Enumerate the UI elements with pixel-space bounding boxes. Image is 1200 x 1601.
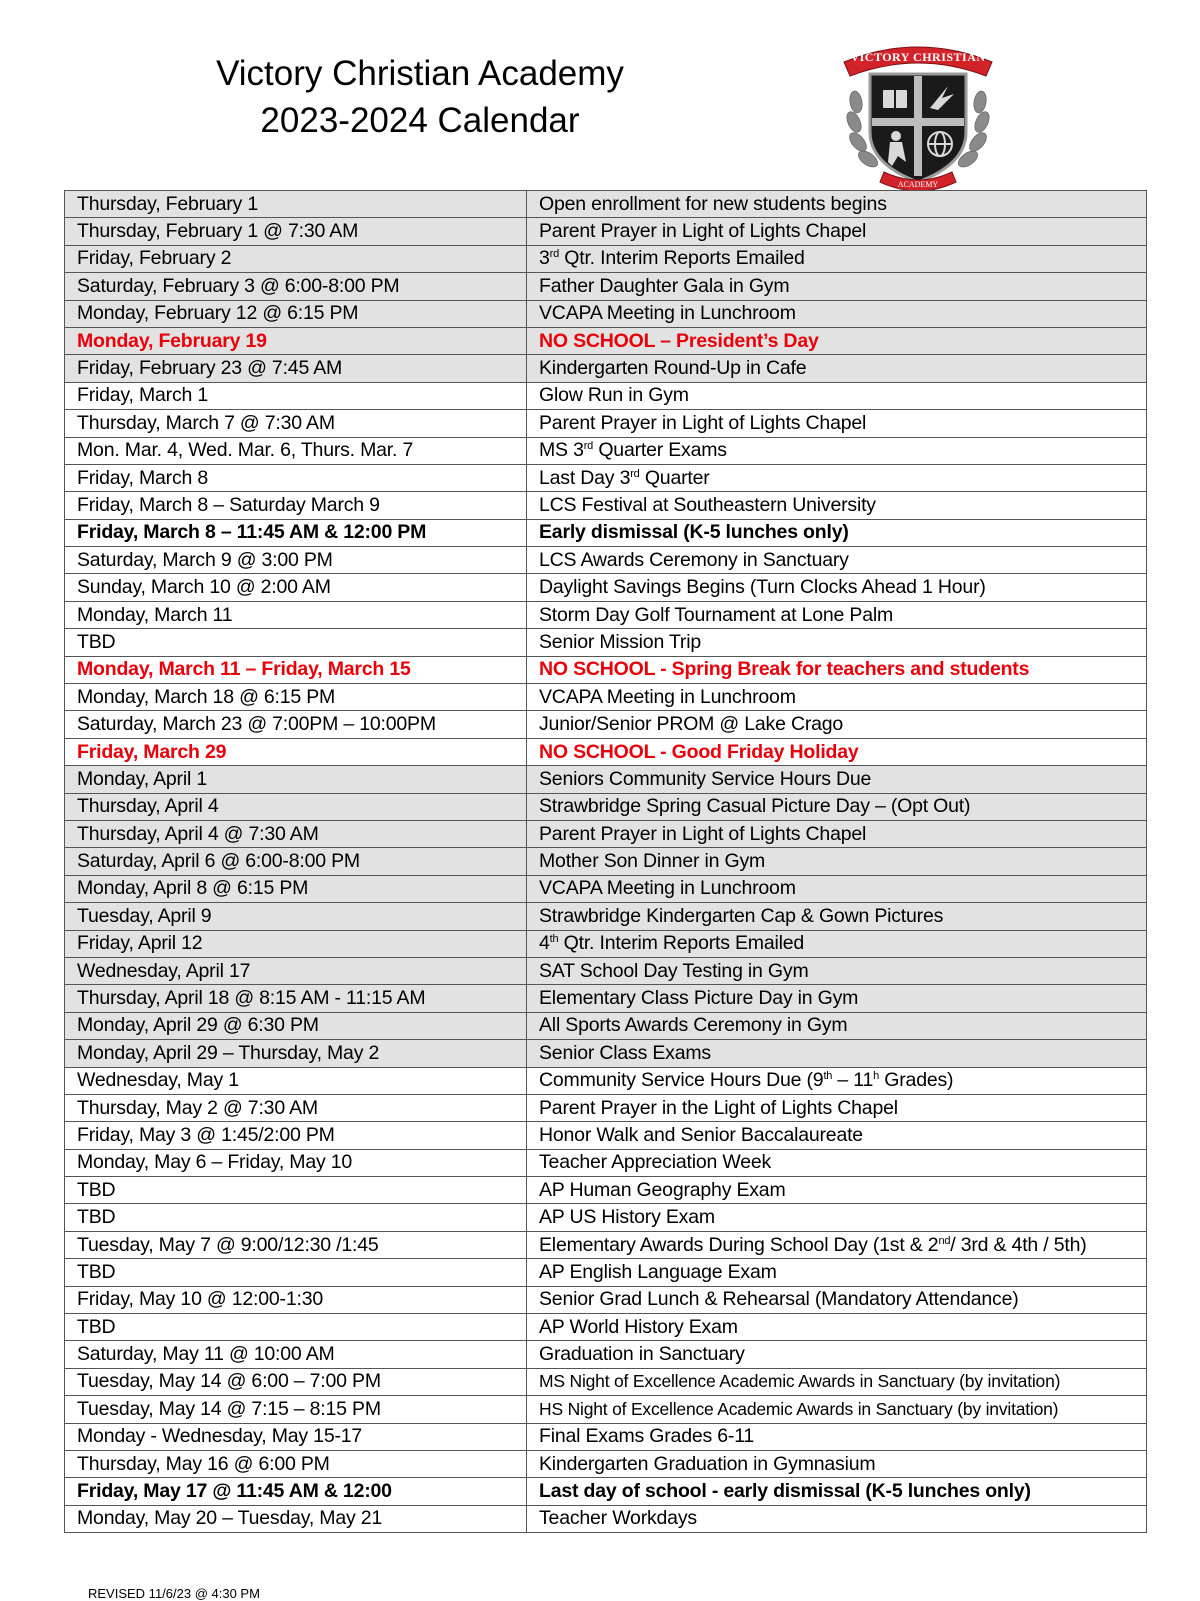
event-date-cell: Friday, March 1 bbox=[65, 382, 527, 409]
calendar-row bbox=[65, 519, 1147, 546]
event-text: Daylight Savings Begins (Turn Clocks Ahead 1 Hour) bbox=[539, 576, 986, 599]
event-description-cell bbox=[527, 492, 1147, 519]
event-description-cell bbox=[527, 875, 1147, 902]
event-description-cell bbox=[527, 656, 1147, 683]
event-text: VCAPA Meeting in Lunchroom bbox=[539, 302, 796, 325]
calendar-row bbox=[65, 191, 1147, 218]
event-description-cell bbox=[527, 1286, 1147, 1313]
calendar-row bbox=[65, 875, 1147, 902]
calendar-row bbox=[65, 1396, 1147, 1423]
event-date-cell: Monday, May 20 – Tuesday, May 21 bbox=[65, 1505, 527, 1532]
event-text: Strawbridge Spring Casual Picture Day – (Opt Out) bbox=[539, 795, 971, 818]
calendar-row bbox=[65, 464, 1147, 491]
event-text: Senior Grad Lunch & Rehearsal (Mandatory Attendance) bbox=[539, 1288, 1019, 1311]
ordinal-suffix: rd bbox=[549, 248, 560, 261]
bible-icon bbox=[883, 90, 907, 108]
event-date-cell: Thursday, May 16 @ 6:00 PM bbox=[65, 1450, 527, 1477]
calendar-row bbox=[65, 218, 1147, 245]
event-text: Elementary Awards During School Day (1st & 2 bbox=[539, 1233, 939, 1256]
event-date-cell: Friday, February 2 bbox=[65, 245, 527, 272]
event-date-cell: Thursday, April 4 bbox=[65, 793, 527, 820]
event-description-cell bbox=[527, 1231, 1147, 1258]
calendar-row bbox=[65, 300, 1147, 327]
event-date-cell: Monday, March 18 @ 6:15 PM bbox=[65, 684, 527, 711]
event-text: HS Night of Excellence Academic Awards in Sanctuary (by invitation) bbox=[539, 1398, 1059, 1419]
event-date-cell: Monday, February 12 @ 6:15 PM bbox=[65, 300, 527, 327]
event-description-cell bbox=[527, 957, 1147, 984]
calendar-row bbox=[65, 327, 1147, 354]
event-text: Quarter bbox=[639, 466, 710, 489]
event-description-cell bbox=[527, 1314, 1147, 1341]
event-date-cell: Friday, February 23 @ 7:45 AM bbox=[65, 355, 527, 382]
event-text: MS 3 bbox=[539, 439, 584, 462]
event-date-cell: TBD bbox=[65, 1259, 527, 1286]
event-description-cell bbox=[527, 1396, 1147, 1423]
event-text: Honor Walk and Senior Baccalaureate bbox=[539, 1123, 863, 1146]
event-text: AP Human Geography Exam bbox=[539, 1178, 786, 1201]
event-text: Teacher Appreciation Week bbox=[539, 1151, 772, 1174]
event-text: Community Service Hours Due (9 bbox=[539, 1069, 824, 1092]
ordinal-suffix: th bbox=[549, 933, 559, 946]
event-text: Senior Class Exams bbox=[539, 1041, 711, 1064]
event-description-cell bbox=[527, 848, 1147, 875]
event-description-cell bbox=[527, 574, 1147, 601]
event-text: NO SCHOOL - Good Friday Holiday bbox=[539, 740, 859, 763]
event-text: Parent Prayer in Light of Lights Chapel bbox=[539, 822, 867, 845]
event-description-cell bbox=[527, 1478, 1147, 1505]
event-text: / 3rd & 4th / 5th) bbox=[950, 1233, 1087, 1256]
calendar-row bbox=[65, 1094, 1147, 1121]
event-description-cell bbox=[527, 711, 1147, 738]
calendar-row bbox=[65, 1423, 1147, 1450]
event-text: Mother Son Dinner in Gym bbox=[539, 850, 766, 873]
calendar-row bbox=[65, 738, 1147, 765]
ordinal-suffix: h bbox=[873, 1070, 880, 1083]
event-date-cell: Monday, April 1 bbox=[65, 766, 527, 793]
event-text: Grades) bbox=[879, 1069, 954, 1092]
calendar-row bbox=[65, 820, 1147, 847]
event-description-cell bbox=[527, 820, 1147, 847]
event-description-cell bbox=[527, 930, 1147, 957]
calendar-row bbox=[65, 656, 1147, 683]
calendar-row bbox=[65, 382, 1147, 409]
event-date-cell: Friday, March 8 bbox=[65, 464, 527, 491]
calendar-row bbox=[65, 1122, 1147, 1149]
calendar-row bbox=[65, 1040, 1147, 1067]
event-date-cell: Tuesday, May 7 @ 9:00/12:30 /1:45 bbox=[65, 1231, 527, 1258]
event-description-cell bbox=[527, 547, 1147, 574]
calendar-row bbox=[65, 1450, 1147, 1477]
event-date-cell: Thursday, March 7 @ 7:30 AM bbox=[65, 410, 527, 437]
calendar-row bbox=[65, 1368, 1147, 1395]
calendar-row bbox=[65, 1177, 1147, 1204]
event-date-cell: Thursday, February 1 bbox=[65, 191, 527, 218]
banner-top-text: VICTORY CHRISTIAN bbox=[850, 50, 986, 64]
event-description-cell bbox=[527, 1012, 1147, 1039]
event-text: Early dismissal (K-5 lunches only) bbox=[539, 521, 849, 544]
event-description-cell bbox=[527, 245, 1147, 272]
ordinal-suffix: rd bbox=[630, 467, 640, 480]
event-description-cell bbox=[527, 629, 1147, 656]
calendar-row bbox=[65, 492, 1147, 519]
event-text: Last day of school - early dismissal (K-5 lunches only) bbox=[539, 1480, 1031, 1503]
event-text: Strawbridge Kindergarten Cap & Gown Pictures bbox=[539, 904, 944, 927]
event-date-cell: Tuesday, May 14 @ 6:00 – 7:00 PM bbox=[65, 1368, 527, 1395]
event-description-cell bbox=[527, 355, 1147, 382]
event-description-cell bbox=[527, 1423, 1147, 1450]
calendar-row bbox=[65, 574, 1147, 601]
event-text: Junior/Senior PROM @ Lake Crago bbox=[539, 713, 844, 736]
event-text: Seniors Community Service Hours Due bbox=[539, 767, 872, 790]
calendar-row bbox=[65, 601, 1147, 628]
event-description-cell bbox=[527, 191, 1147, 218]
academy-crest-logo bbox=[838, 32, 998, 192]
event-text: Qtr. Interim Reports Emailed bbox=[559, 247, 805, 270]
event-text: – 11 bbox=[832, 1069, 874, 1092]
event-date-cell: Saturday, April 6 @ 6:00-8:00 PM bbox=[65, 848, 527, 875]
event-description-cell bbox=[527, 738, 1147, 765]
calendar-row bbox=[65, 1286, 1147, 1313]
calendar-year-title: 2023-2024 Calendar bbox=[260, 101, 580, 140]
event-text: NO SCHOOL - Spring Break for teachers and students bbox=[539, 658, 1030, 681]
event-date-cell: Monday, April 29 – Thursday, May 2 bbox=[65, 1040, 527, 1067]
event-description-cell bbox=[527, 793, 1147, 820]
event-description-cell bbox=[527, 327, 1147, 354]
event-text: Last Day 3 bbox=[539, 466, 631, 489]
calendar-row bbox=[65, 903, 1147, 930]
event-date-cell: TBD bbox=[65, 1314, 527, 1341]
event-date-cell: Friday, March 8 – 11:45 AM & 12:00 PM bbox=[65, 519, 527, 546]
event-date-cell: Mon. Mar. 4, Wed. Mar. 6, Thurs. Mar. 7 bbox=[65, 437, 527, 464]
calendar-row bbox=[65, 629, 1147, 656]
calendar-row bbox=[65, 711, 1147, 738]
event-text: Parent Prayer in the Light of Lights Chapel bbox=[539, 1096, 898, 1119]
calendar-row bbox=[65, 684, 1147, 711]
event-date-cell: Wednesday, May 1 bbox=[65, 1067, 527, 1094]
calendar-row bbox=[65, 547, 1147, 574]
event-text: Parent Prayer in Light of Lights Chapel bbox=[539, 411, 867, 434]
school-name: Victory Christian Academy bbox=[216, 54, 624, 93]
event-date-cell: Wednesday, April 17 bbox=[65, 957, 527, 984]
event-text: 4 bbox=[539, 932, 550, 955]
event-description-cell bbox=[527, 410, 1147, 437]
ordinal-suffix: rd bbox=[583, 440, 594, 453]
event-text: Glow Run in Gym bbox=[539, 384, 689, 407]
event-description-cell bbox=[527, 766, 1147, 793]
calendar-row bbox=[65, 437, 1147, 464]
event-date-cell: Monday, March 11 bbox=[65, 601, 527, 628]
event-text: Teacher Workdays bbox=[539, 1507, 697, 1530]
event-text: Senior Mission Trip bbox=[539, 630, 702, 653]
event-text: VCAPA Meeting in Lunchroom bbox=[539, 877, 796, 900]
event-date-cell: Monday, May 6 – Friday, May 10 bbox=[65, 1149, 527, 1176]
calendar-row bbox=[65, 355, 1147, 382]
calendar-row bbox=[65, 957, 1147, 984]
event-text: Kindergarten Round-Up in Cafe bbox=[539, 357, 807, 380]
event-date-cell: Monday, March 11 – Friday, March 15 bbox=[65, 656, 527, 683]
event-date-cell: Saturday, February 3 @ 6:00-8:00 PM bbox=[65, 273, 527, 300]
calendar-row bbox=[65, 1012, 1147, 1039]
page-title bbox=[150, 50, 690, 144]
calendar-row bbox=[65, 1314, 1147, 1341]
calendar-row bbox=[65, 985, 1147, 1012]
calendar-row bbox=[65, 1478, 1147, 1505]
event-description-cell bbox=[527, 1177, 1147, 1204]
calendar-table bbox=[64, 190, 1147, 1533]
event-description-cell bbox=[527, 382, 1147, 409]
event-description-cell bbox=[527, 519, 1147, 546]
banner-bottom-text: ACADEMY bbox=[897, 180, 939, 189]
calendar-row bbox=[65, 930, 1147, 957]
event-description-cell bbox=[527, 1040, 1147, 1067]
event-description-cell bbox=[527, 1368, 1147, 1395]
event-date-cell: Friday, May 10 @ 12:00-1:30 bbox=[65, 1286, 527, 1313]
calendar-row bbox=[65, 793, 1147, 820]
event-date-cell: Friday, March 29 bbox=[65, 738, 527, 765]
event-description-cell bbox=[527, 1259, 1147, 1286]
event-date-cell: Saturday, March 9 @ 3:00 PM bbox=[65, 547, 527, 574]
event-text: Final Exams Grades 6-11 bbox=[539, 1425, 755, 1448]
event-text: Graduation in Sanctuary bbox=[539, 1343, 745, 1366]
calendar-row bbox=[65, 1259, 1147, 1286]
event-description-cell bbox=[527, 985, 1147, 1012]
event-description-cell bbox=[527, 218, 1147, 245]
event-description-cell bbox=[527, 1204, 1147, 1231]
calendar-row bbox=[65, 766, 1147, 793]
event-text: VCAPA Meeting in Lunchroom bbox=[539, 685, 796, 708]
event-description-cell bbox=[527, 1094, 1147, 1121]
event-date-cell: Saturday, March 23 @ 7:00PM – 10:00PM bbox=[65, 711, 527, 738]
event-description-cell bbox=[527, 1505, 1147, 1532]
event-description-cell bbox=[527, 300, 1147, 327]
event-date-cell: Tuesday, May 14 @ 7:15 – 8:15 PM bbox=[65, 1396, 527, 1423]
event-date-cell: Friday, May 3 @ 1:45/2:00 PM bbox=[65, 1122, 527, 1149]
ordinal-suffix: th bbox=[823, 1070, 833, 1083]
calendar-row bbox=[65, 410, 1147, 437]
event-description-cell bbox=[527, 273, 1147, 300]
event-text: 3 bbox=[539, 247, 550, 270]
event-date-cell: Monday, February 19 bbox=[65, 327, 527, 354]
event-text: Father Daughter Gala in Gym bbox=[539, 274, 790, 297]
event-date-cell: TBD bbox=[65, 629, 527, 656]
event-date-cell: Sunday, March 10 @ 2:00 AM bbox=[65, 574, 527, 601]
calendar-row bbox=[65, 1231, 1147, 1258]
event-text: Qtr. Interim Reports Emailed bbox=[558, 932, 805, 955]
revised-note: REVISED 11/6/23 @ 4:30 PM bbox=[88, 1586, 260, 1601]
event-date-cell: Thursday, May 2 @ 7:30 AM bbox=[65, 1094, 527, 1121]
event-description-cell bbox=[527, 1450, 1147, 1477]
event-text: NO SCHOOL – President’s Day bbox=[539, 329, 819, 352]
event-date-cell: Tuesday, April 9 bbox=[65, 903, 527, 930]
event-description-cell bbox=[527, 1067, 1147, 1094]
calendar-row bbox=[65, 1341, 1147, 1368]
event-date-cell: Monday, April 8 @ 6:15 PM bbox=[65, 875, 527, 902]
event-date-cell: Friday, May 17 @ 11:45 AM & 12:00 bbox=[65, 1478, 527, 1505]
event-text: LCS Festival at Southeastern University bbox=[539, 493, 876, 516]
event-date-cell: Saturday, May 11 @ 10:00 AM bbox=[65, 1341, 527, 1368]
event-text: All Sports Awards Ceremony in Gym bbox=[539, 1014, 848, 1037]
ordinal-suffix: nd bbox=[938, 1234, 951, 1247]
event-text: SAT School Day Testing in Gym bbox=[539, 959, 809, 982]
calendar-row bbox=[65, 1204, 1147, 1231]
event-description-cell bbox=[527, 601, 1147, 628]
event-description-cell bbox=[527, 903, 1147, 930]
event-date-cell: TBD bbox=[65, 1204, 527, 1231]
calendar-row bbox=[65, 273, 1147, 300]
event-text: Parent Prayer in Light of Lights Chapel bbox=[539, 220, 867, 243]
event-description-cell bbox=[527, 1341, 1147, 1368]
event-description-cell bbox=[527, 437, 1147, 464]
calendar-row bbox=[65, 848, 1147, 875]
event-date-cell: TBD bbox=[65, 1177, 527, 1204]
event-date-cell: Monday, April 29 @ 6:30 PM bbox=[65, 1012, 527, 1039]
event-text: Kindergarten Graduation in Gymnasium bbox=[539, 1452, 876, 1475]
event-text: AP English Language Exam bbox=[539, 1260, 777, 1283]
event-text: MS Night of Excellence Academic Awards in Sanctuary (by invitation) bbox=[539, 1371, 1061, 1392]
calendar-row bbox=[65, 1149, 1147, 1176]
event-description-cell bbox=[527, 684, 1147, 711]
event-date-cell: Monday - Wednesday, May 15-17 bbox=[65, 1423, 527, 1450]
event-date-cell: Friday, March 8 – Saturday March 9 bbox=[65, 492, 527, 519]
calendar-row bbox=[65, 1067, 1147, 1094]
event-text: Elementary Class Picture Day in Gym bbox=[539, 987, 859, 1010]
event-description-cell bbox=[527, 1122, 1147, 1149]
event-text: Quarter Exams bbox=[593, 439, 727, 462]
event-text: LCS Awards Ceremony in Sanctuary bbox=[539, 548, 849, 571]
event-date-cell: Thursday, February 1 @ 7:30 AM bbox=[65, 218, 527, 245]
event-text: Storm Day Golf Tournament at Lone Palm bbox=[539, 603, 894, 626]
event-text: AP World History Exam bbox=[539, 1315, 738, 1338]
calendar-table-body bbox=[65, 191, 1147, 1533]
event-description-cell bbox=[527, 1149, 1147, 1176]
event-description-cell bbox=[527, 464, 1147, 491]
event-text: AP US History Exam bbox=[539, 1206, 715, 1229]
event-date-cell: Thursday, April 4 @ 7:30 AM bbox=[65, 820, 527, 847]
calendar-row bbox=[65, 1505, 1147, 1532]
event-text: Open enrollment for new students begins bbox=[539, 192, 887, 215]
calendar-row bbox=[65, 245, 1147, 272]
event-date-cell: Thursday, April 18 @ 8:15 AM - 11:15 AM bbox=[65, 985, 527, 1012]
event-date-cell: Friday, April 12 bbox=[65, 930, 527, 957]
